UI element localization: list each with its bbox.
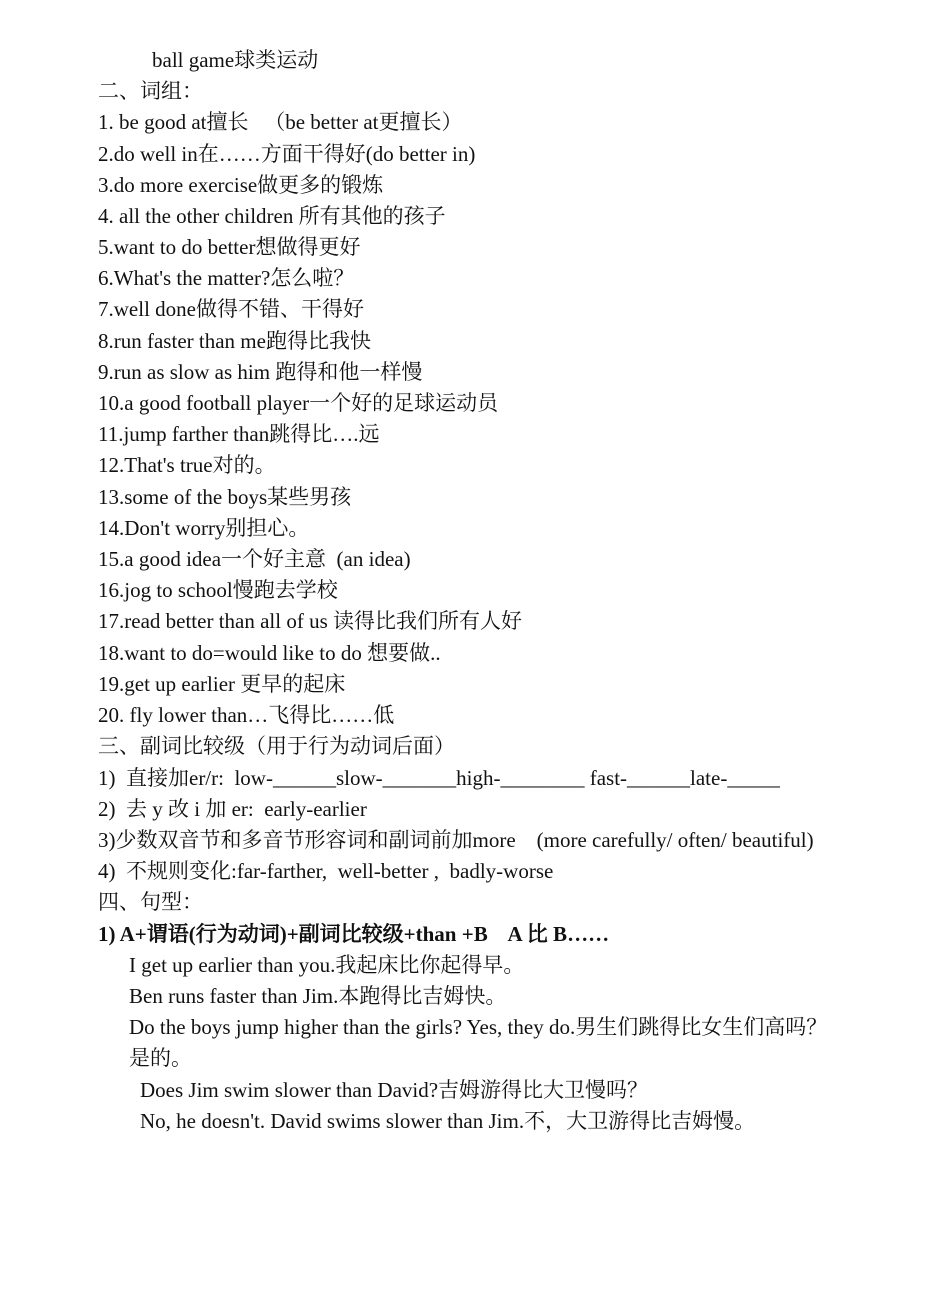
phrase-item-6: 6.What's the matter?怎么啦？ (98, 266, 355, 290)
example-sentence-3-answer: 是的。 (129, 1046, 192, 1070)
phrase-item-13: 13.some of the boys某些男孩 (98, 485, 352, 509)
phrase-item-20: 20. fly lower than…飞得比……低 (98, 703, 395, 727)
phrase-item-15: 15.a good idea一个好主意 (an idea) (98, 547, 411, 571)
example-sentence-5: No, he doesn't. David swims slower than Jim.不，大卫游得比吉姆慢。 (140, 1109, 756, 1133)
phrase-item-12: 12.That's true对的。 (98, 453, 276, 477)
rule-item-2: 2) 去 y 改 i 加 er: early-earlier (98, 797, 367, 821)
phrase-item-7: 7.well done做得不错、干得好 (98, 297, 364, 321)
phrase-item-4: 4. all the other children 所有其他的孩子 (98, 204, 446, 228)
phrase-item-8: 8.run faster than me跑得比我快 (98, 329, 371, 353)
example-sentence-4: Does Jim swim slower than David?吉姆游得比大卫慢吗？ (140, 1078, 649, 1102)
phrase-item-18: 18.want to do=would like to do 想要做.. (98, 641, 441, 665)
phrase-item-2: 2.do well in在……方面干得好(do better in) (98, 142, 476, 166)
phrase-item-9: 9.run as slow as him 跑得和他一样慢 (98, 360, 423, 384)
text-line-ball-game: ball game球类运动 (152, 48, 319, 72)
phrase-item-3: 3.do more exercise做更多的锻炼 (98, 173, 384, 197)
rule-item-3: 3)少数双音节和多音节形容词和副词前加more (more carefully/ often/ beautiful) (98, 828, 814, 852)
section-heading-sentence-patterns: 四、句型： (98, 890, 203, 914)
example-sentence-1: I get up earlier than you.我起床比你起得早。 (129, 953, 525, 977)
phrase-item-10: 10.a good football player一个好的足球运动员 (98, 391, 499, 415)
phrase-item-17: 17.read better than all of us 读得比我们所有人好 (98, 609, 522, 633)
phrase-item-16: 16.jog to school慢跑去学校 (98, 578, 338, 602)
example-sentence-2: Ben runs faster than Jim.本跑得比吉姆快。 (129, 984, 507, 1008)
rule-item-1: 1) 直接加er/r: low-______slow-_______high-________ fast-______late-_____ (98, 766, 780, 790)
section-heading-adverb-comparative: 三、副词比较级（用于行为动词后面） (98, 734, 455, 758)
phrase-item-19: 19.get up earlier 更早的起床 (98, 672, 346, 696)
example-sentence-3: Do the boys jump higher than the girls? Yes, they do.男生们跳得比女生们高吗？ (129, 1015, 828, 1039)
pattern-formula: 1) A+谓语(行为动词)+副词比较级+than +B A 比 B…… (98, 922, 610, 946)
section-heading-phrases: 二、词组： (98, 79, 203, 103)
phrase-item-11: 11.jump farther than跳得比….远 (98, 422, 380, 446)
phrase-item-1: 1. be good at擅长 （be better at更擅长） (98, 110, 463, 134)
phrase-item-14: 14.Don't worry别担心。 (98, 516, 310, 540)
phrase-item-5: 5.want to do better想做得更好 (98, 235, 361, 259)
rule-item-4: 4) 不规则变化:far-farther, well-better , badly-worse (98, 859, 554, 883)
